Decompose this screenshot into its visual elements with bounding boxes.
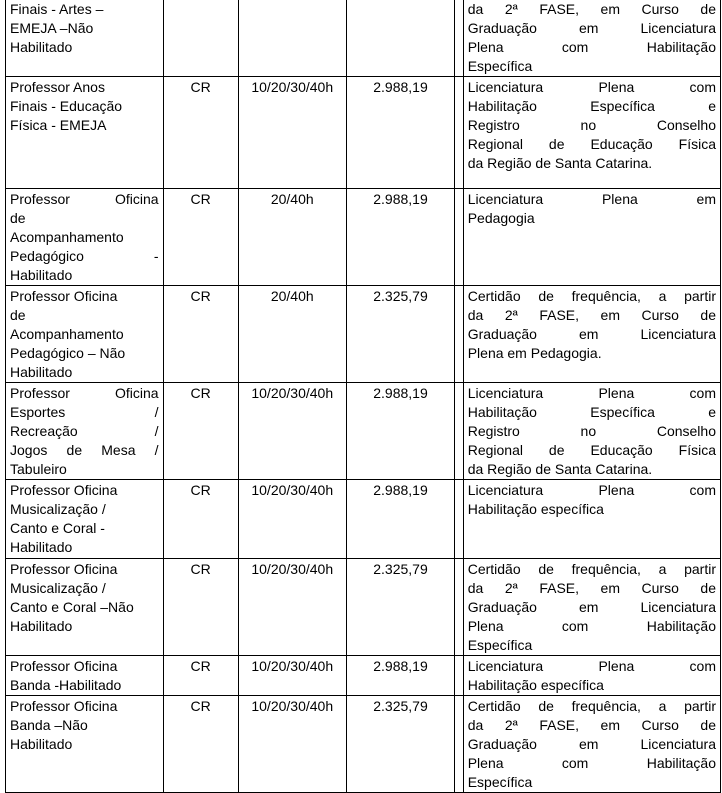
cell-salary bbox=[346, 656, 454, 696]
requirement-line: da 2ª FASE, em Curso de bbox=[467, 580, 716, 596]
requirement-line: da Região de Santa Catarina. bbox=[467, 461, 653, 477]
requirement-line: Habilitação Específica e bbox=[467, 98, 716, 114]
cell-regime bbox=[163, 480, 238, 559]
cell-salary bbox=[346, 559, 454, 656]
requirement-line: Específica bbox=[467, 58, 533, 74]
position-title-line: Professor Anos bbox=[10, 79, 105, 95]
position-title-line: Física - EMEJA bbox=[10, 117, 107, 133]
cell-regime bbox=[163, 656, 238, 696]
cell-regime-text: CR bbox=[190, 658, 211, 674]
requirement-line: Registro no Conselho bbox=[467, 117, 716, 133]
cell-position-title bbox=[6, 480, 164, 559]
cell-position-title bbox=[6, 696, 164, 793]
requirement-line: da 2ª FASE, em Curso de bbox=[467, 307, 716, 323]
cell-spacer bbox=[455, 189, 464, 286]
position-title-line: Canto e Coral - bbox=[10, 520, 105, 536]
table-row bbox=[6, 480, 721, 559]
cell-position-title bbox=[6, 559, 164, 656]
cell-requirements bbox=[463, 77, 720, 189]
cell-requirements bbox=[463, 286, 720, 383]
cell-regime-text: CR bbox=[190, 561, 211, 577]
position-title-line: Professor Oficina bbox=[10, 658, 118, 674]
cell-salary bbox=[346, 189, 454, 286]
position-title-line: Pedagógico – Não bbox=[10, 345, 126, 361]
cell-regime bbox=[163, 189, 238, 286]
position-title-line: EMEJA –Não bbox=[10, 20, 94, 36]
requirement-line: Registro no Conselho bbox=[467, 423, 716, 439]
cell-salary bbox=[346, 696, 454, 793]
table-row bbox=[6, 696, 721, 793]
cell-regime bbox=[163, 286, 238, 383]
cell-spacer bbox=[455, 656, 464, 696]
cell-workload-text: 10/20/30/40h bbox=[251, 385, 334, 401]
requirement-line: Habilitação específica bbox=[467, 677, 604, 693]
cell-salary-text: 2.988,19 bbox=[373, 385, 428, 401]
cell-workload bbox=[238, 383, 346, 480]
position-title-line: Professor Oficina bbox=[10, 698, 118, 714]
position-title-line: de bbox=[10, 210, 26, 226]
cell-workload-text: 10/20/30/40h bbox=[251, 79, 334, 95]
requirement-line: Licenciatura Plena com bbox=[467, 482, 716, 498]
cell-workload-text: 10/20/30/40h bbox=[251, 698, 334, 714]
position-title-line: Habilitado bbox=[10, 736, 73, 752]
position-title-line: Finais - Artes – bbox=[10, 1, 104, 17]
table-row bbox=[6, 656, 721, 696]
position-title-line: de bbox=[10, 307, 26, 323]
requirement-line: Licenciatura Plena com bbox=[467, 658, 716, 674]
requirement-line: Graduação em Licenciatura bbox=[467, 599, 716, 615]
cell-salary-text: 2.325,79 bbox=[373, 698, 428, 714]
position-title-line: Professor Oficina bbox=[10, 385, 159, 401]
cell-requirements bbox=[463, 559, 720, 656]
cell-workload bbox=[238, 77, 346, 189]
cell-salary-text: 2.325,79 bbox=[373, 288, 428, 304]
requirement-line: da Região de Santa Catarina. bbox=[467, 155, 653, 171]
cell-regime bbox=[163, 0, 238, 77]
requirement-line: Pedagogia bbox=[467, 210, 535, 226]
cell-workload bbox=[238, 696, 346, 793]
cell-salary-text: 2.325,79 bbox=[373, 561, 428, 577]
cell-regime bbox=[163, 77, 238, 189]
requirement-line: Habilitação Específica e bbox=[467, 404, 716, 420]
cell-requirements bbox=[463, 480, 720, 559]
cell-salary bbox=[346, 383, 454, 480]
cell-regime-text: CR bbox=[190, 79, 211, 95]
cell-position-title bbox=[6, 77, 164, 189]
table-row bbox=[6, 0, 721, 77]
requirement-line: Plena com Habilitação bbox=[467, 755, 716, 771]
table-row bbox=[6, 77, 721, 189]
cell-salary bbox=[346, 286, 454, 383]
cell-position-title bbox=[6, 656, 164, 696]
cell-spacer bbox=[455, 286, 464, 383]
cell-spacer bbox=[455, 0, 464, 77]
cell-regime-text: CR bbox=[190, 482, 211, 498]
requirement-line: Plena em Pedagogia. bbox=[467, 345, 602, 361]
cell-salary bbox=[346, 480, 454, 559]
cell-workload-text: 10/20/30/40h bbox=[251, 561, 334, 577]
position-title-line: Esportes / bbox=[10, 404, 159, 420]
cell-regime-text: CR bbox=[190, 698, 211, 714]
position-title-line: Pedagógico - bbox=[10, 248, 159, 264]
requirement-line: Graduação em Licenciatura bbox=[467, 326, 716, 342]
position-title-line: Musicalização / bbox=[10, 580, 106, 596]
table-row bbox=[6, 189, 721, 286]
position-title-line: Musicalização / bbox=[10, 501, 106, 517]
position-title-line: Recreação / bbox=[10, 423, 159, 439]
cell-requirements bbox=[463, 656, 720, 696]
requirement-line: Certidão de frequência, a partir bbox=[467, 561, 716, 577]
cell-workload bbox=[238, 656, 346, 696]
table-row bbox=[6, 559, 721, 656]
cell-workload-text: 20/40h bbox=[270, 191, 314, 207]
position-title-line: Acompanhamento bbox=[10, 229, 124, 245]
cell-workload bbox=[238, 480, 346, 559]
position-title-line: Habilitado bbox=[10, 618, 73, 634]
table-row bbox=[6, 286, 721, 383]
cell-workload bbox=[238, 189, 346, 286]
cell-position-title bbox=[6, 286, 164, 383]
requirement-line: da 2ª FASE, em Curso de bbox=[467, 1, 716, 17]
cell-spacer bbox=[455, 480, 464, 559]
position-title-line: Habilitado bbox=[10, 364, 73, 380]
requirement-line: Licenciatura Plena em bbox=[467, 191, 716, 207]
cell-workload-text: 10/20/30/40h bbox=[251, 482, 334, 498]
requirement-line: Plena com Habilitação bbox=[467, 618, 716, 634]
position-title-line: Professor Oficina bbox=[10, 191, 159, 207]
position-title-line: Banda -Habilitado bbox=[10, 677, 122, 693]
cell-regime bbox=[163, 383, 238, 480]
position-title-line: Banda –Não bbox=[10, 717, 88, 733]
table-row bbox=[6, 383, 721, 480]
requirement-line: Graduação em Licenciatura bbox=[467, 736, 716, 752]
position-title-line: Finais - Educação bbox=[10, 98, 123, 114]
requirement-line: Certidão de frequência, a partir bbox=[467, 698, 716, 714]
requirement-line: Licenciatura Plena com bbox=[467, 79, 716, 95]
cell-salary bbox=[346, 77, 454, 189]
requirement-line: Habilitação específica bbox=[467, 501, 604, 517]
cell-spacer bbox=[455, 77, 464, 189]
requirement-line: Regional de Educação Física bbox=[467, 136, 716, 152]
cell-salary-text: 2.988,19 bbox=[373, 658, 428, 674]
cell-position-title bbox=[6, 0, 164, 77]
cell-position-title bbox=[6, 189, 164, 286]
position-title-line: Tabuleiro bbox=[10, 461, 67, 477]
cell-spacer bbox=[455, 383, 464, 480]
position-title-line: Professor Oficina bbox=[10, 482, 118, 498]
cell-workload-text: 10/20/30/40h bbox=[251, 658, 334, 674]
positions-table bbox=[5, 0, 721, 793]
cell-regime bbox=[163, 696, 238, 793]
requirement-line: Específica bbox=[467, 774, 533, 790]
cell-salary-text: 2.988,19 bbox=[373, 482, 428, 498]
cell-workload bbox=[238, 559, 346, 656]
cell-requirements bbox=[463, 696, 720, 793]
cell-requirements bbox=[463, 0, 720, 77]
position-title-line: Habilitado bbox=[10, 539, 73, 555]
requirement-line: Graduação em Licenciatura bbox=[467, 20, 716, 36]
cell-requirements bbox=[463, 189, 720, 286]
position-title-line: Acompanhamento bbox=[10, 326, 124, 342]
position-title-line: Habilitado bbox=[10, 39, 73, 55]
table-body bbox=[6, 0, 721, 793]
requirement-line: Regional de Educação Física bbox=[467, 442, 716, 458]
requirement-line: da 2ª FASE, em Curso de bbox=[467, 717, 716, 733]
cell-salary-text: 2.988,19 bbox=[373, 191, 428, 207]
requirement-line: Certidão de frequência, a partir bbox=[467, 288, 716, 304]
cell-salary-text: 2.988,19 bbox=[373, 79, 428, 95]
cell-requirements bbox=[463, 383, 720, 480]
position-title-line: Habilitado bbox=[10, 267, 73, 283]
position-title-line: Canto e Coral –Não bbox=[10, 599, 134, 615]
cell-regime-text: CR bbox=[190, 385, 211, 401]
position-title-line: Professor Oficina bbox=[10, 288, 118, 304]
cell-position-title bbox=[6, 383, 164, 480]
cell-regime-text: CR bbox=[190, 191, 211, 207]
cell-regime bbox=[163, 559, 238, 656]
cell-spacer bbox=[455, 696, 464, 793]
cell-workload bbox=[238, 0, 346, 77]
cell-salary bbox=[346, 0, 454, 77]
requirement-line: Licenciatura Plena com bbox=[467, 385, 716, 401]
position-title-line: Professor Oficina bbox=[10, 561, 118, 577]
requirement-line: Específica bbox=[467, 637, 533, 653]
requirement-line: Plena com Habilitação bbox=[467, 39, 716, 55]
cell-workload bbox=[238, 286, 346, 383]
cell-regime-text: CR bbox=[190, 288, 211, 304]
cell-spacer bbox=[455, 559, 464, 656]
position-title-line: Jogos de Mesa / bbox=[10, 442, 159, 458]
cell-workload-text: 20/40h bbox=[270, 288, 314, 304]
